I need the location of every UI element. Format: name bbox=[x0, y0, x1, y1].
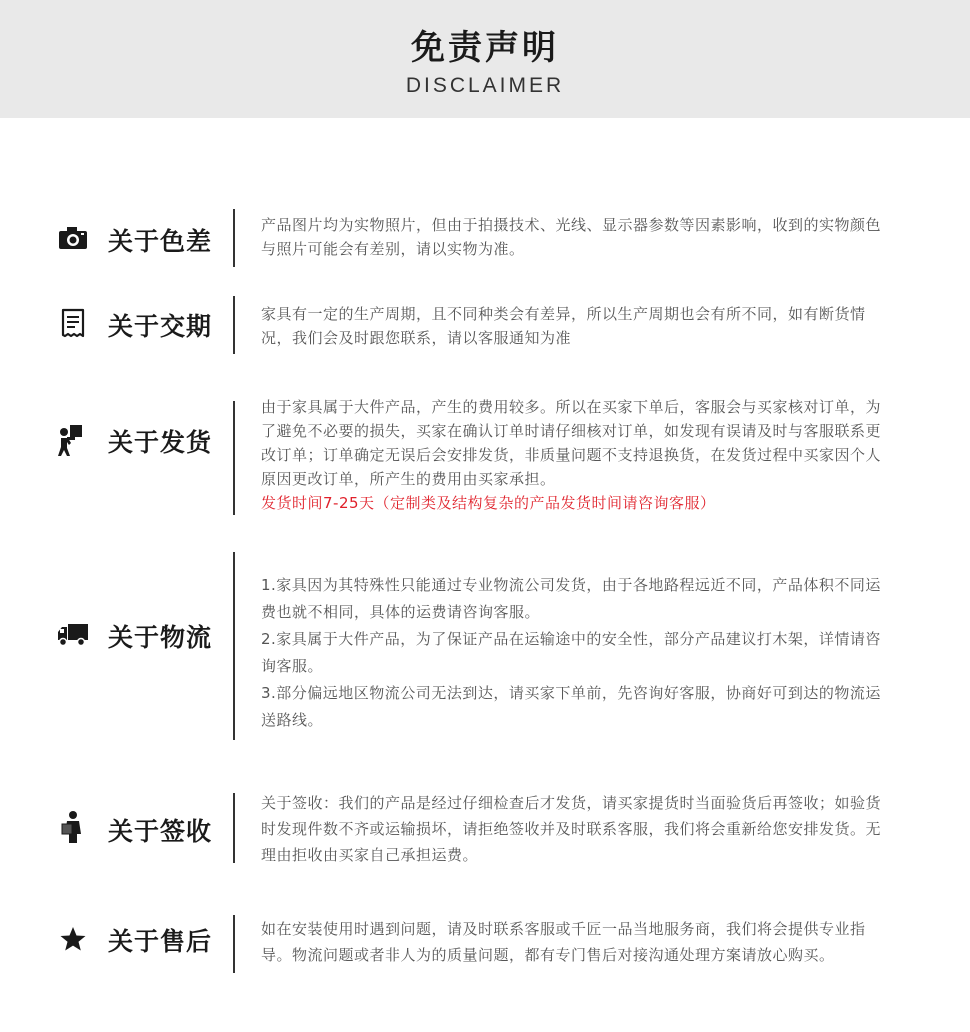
divider bbox=[233, 915, 235, 973]
section-label: 关于物流 bbox=[108, 623, 213, 652]
section-sign-for bbox=[0, 793, 970, 865]
section-text bbox=[261, 790, 881, 868]
section-lead-time bbox=[0, 296, 970, 354]
section-shipping bbox=[0, 393, 970, 518]
section-text bbox=[261, 395, 881, 515]
section-label: 关于售后 bbox=[108, 927, 213, 956]
section-label: 关于发货 bbox=[108, 428, 213, 457]
star-icon bbox=[56, 922, 90, 956]
divider bbox=[233, 401, 235, 515]
section-color-difference bbox=[0, 207, 970, 269]
paragraph: 产品图片均为实物照片，但由于拍摄技术、光线、显示器参数等因素影响，收到的实物颜色与照片可能会有差别，请以实物为准。 bbox=[261, 216, 882, 258]
delivery-person-icon bbox=[56, 423, 90, 457]
courier-icon bbox=[56, 810, 90, 844]
disclaimer-header bbox=[0, 0, 970, 118]
section-text bbox=[261, 916, 881, 968]
paragraph: 3.部分偏远地区物流公司无法到达，请买家下单前，先咨询好客服，协商好可到达的物流运送路线。 bbox=[261, 684, 881, 729]
paragraph: 1.家具因为其特殊性只能通过专业物流公司发货，由于各地路程远近不同，产品体积不同运费也就不相同，具体的运费请咨询客服。 bbox=[261, 576, 881, 621]
section-logistics bbox=[0, 552, 970, 742]
paragraph: 如在安装使用时遇到问题，请及时联系客服或千匠一品当地服务商，我们将会提供专业指导。物流问题或者非人为的质量问题，都有专门售后对接沟通处理方案请放心购买。 bbox=[261, 920, 866, 964]
divider bbox=[233, 793, 235, 863]
paragraph: 关于签收：我们的产品是经过仔细检查后才发货，请买家提货时当面验货后再签收；如验货时发现件数不齐或运输损坏，请拒绝签收并及时联系客服，我们将会重新给您安排发货。无理由拒收由买家自己承担运费。 bbox=[261, 794, 882, 864]
divider bbox=[233, 552, 235, 740]
section-label: 关于签收 bbox=[108, 817, 213, 846]
paragraph: 由于家具属于大件产品，产生的费用较多。所以在买家下单后，客服会与买家核对订单，为了避免不必要的损失，买家在确认订单时请仔细核对订单，如发现有误请及时与客服联系更改订单；订单确定无误后会安排发货，非质量问题不支持退换货，在发货过程中买家因个人原因更改订单，所产生的费用由买家承担。 bbox=[261, 398, 882, 488]
section-text bbox=[261, 302, 881, 350]
paragraph: 2.家具属于大件产品，为了保证产品在运输途中的安全性，部分产品建议打木架，详情请咨询客服。 bbox=[261, 630, 881, 675]
divider bbox=[233, 209, 235, 267]
page-title: 免责声明 bbox=[411, 28, 559, 68]
section-text bbox=[261, 572, 881, 734]
section-text bbox=[261, 213, 881, 261]
paragraph: 家具有一定的生产周期，且不同种类会有差异，所以生产周期也会有所不同，如有断货情况，我们会及时跟您联系，请以客服通知为准 bbox=[261, 305, 866, 347]
truck-icon bbox=[56, 616, 90, 650]
receipt-icon bbox=[56, 306, 90, 340]
section-after-sales bbox=[0, 913, 970, 985]
camera-icon bbox=[56, 221, 90, 255]
section-label: 关于交期 bbox=[108, 312, 213, 341]
divider bbox=[233, 296, 235, 354]
page-subtitle: DISCLAIMER bbox=[405, 74, 565, 97]
section-label: 关于色差 bbox=[108, 227, 213, 256]
shipping-time-notice: 发货时间7-25天（定制类及结构复杂的产品发货时间请咨询客服） bbox=[261, 494, 716, 512]
